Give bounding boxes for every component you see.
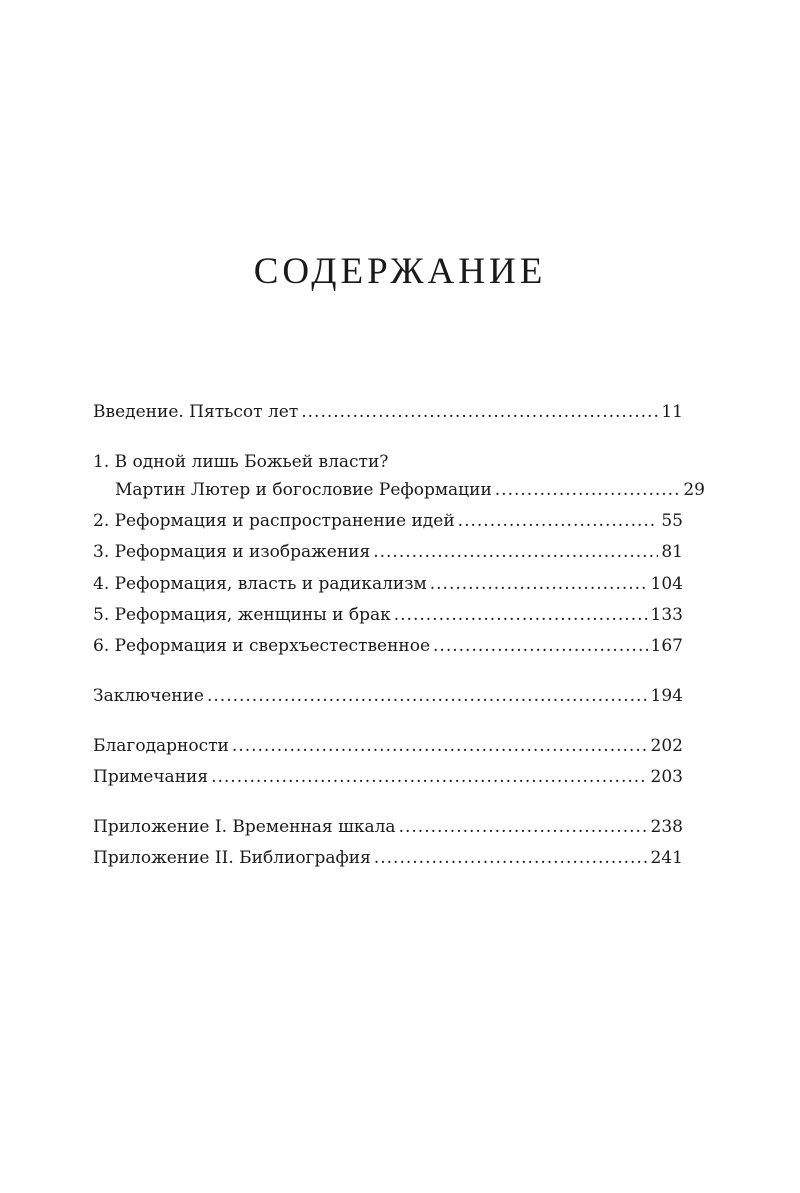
- toc-entry-chapter-2[interactable]: [93, 506, 683, 536]
- toc-entry-label: 5. Реформация, женщины и брак: [93, 605, 391, 625]
- toc-page-number: 167: [650, 636, 683, 656]
- toc-entry-label: 2. Реформация и распространение идей: [93, 511, 455, 531]
- toc-entry-label: Мартин Лютер и богословие Реформации: [115, 480, 492, 500]
- toc-page-number: 203: [650, 767, 683, 787]
- toc-entry-acknowledgements[interactable]: [93, 731, 683, 761]
- toc-page-number: 194: [650, 686, 683, 706]
- toc-entry-label: 3. Реформация и изображения: [93, 542, 371, 562]
- toc-page-number: 81: [661, 542, 683, 562]
- toc-entry-chapter-4[interactable]: [93, 569, 683, 599]
- toc-page-number: 202: [650, 736, 683, 756]
- dot-leader: [301, 397, 658, 427]
- toc-entry-label: 4. Реформация, власть и радикализм: [93, 574, 427, 594]
- toc-entry-label: Приложение II. Библиография: [93, 848, 371, 868]
- toc-entry-label: 1. В одной лишь Божьей власти?: [93, 452, 389, 472]
- dot-leader: [495, 475, 681, 505]
- dot-leader: [433, 631, 648, 661]
- toc-entry-chapter-6[interactable]: [93, 631, 683, 661]
- toc-page-number: 29: [683, 480, 705, 500]
- dot-leader: [430, 569, 648, 599]
- dot-leader: [394, 600, 648, 630]
- toc-entry-appendix-2[interactable]: [93, 843, 683, 873]
- toc-page-number: 55: [661, 511, 683, 531]
- toc-page-number: 11: [661, 402, 683, 422]
- toc-entry-label: Примечания: [93, 767, 209, 787]
- toc-entry-label: 6. Реформация и сверхъестественное: [93, 636, 431, 656]
- toc-page-number: 241: [650, 848, 683, 868]
- dot-leader: [373, 537, 658, 567]
- toc-entry-chapter-1-line-1[interactable]: [93, 447, 683, 477]
- dot-leader: [207, 681, 648, 711]
- toc-entry-label: Благодарности: [93, 736, 229, 756]
- dot-leader: [232, 731, 648, 761]
- toc-entry-label: Заключение: [93, 686, 204, 706]
- dot-leader: [374, 843, 648, 873]
- toc-entry-chapter-1[interactable]: [93, 475, 705, 505]
- toc-page-number: 104: [650, 574, 683, 594]
- toc-entry-appendix-1[interactable]: [93, 812, 683, 842]
- page-title: СОДЕРЖАНИЕ: [253, 251, 547, 292]
- dot-leader: [399, 812, 648, 842]
- toc-page-number: 238: [650, 817, 683, 837]
- toc-entry-label: Введение. Пятьсот лет: [93, 402, 299, 422]
- toc-page-number: 133: [650, 605, 683, 625]
- dot-leader: [458, 506, 659, 536]
- toc-entry-conclusion[interactable]: [93, 681, 683, 711]
- dot-leader: [211, 762, 647, 792]
- toc-entry-notes[interactable]: [93, 762, 683, 792]
- toc-entry-chapter-3[interactable]: [93, 537, 683, 567]
- toc-entry-chapter-5[interactable]: [93, 600, 683, 630]
- toc-entry-label: Приложение I. Временная шкала: [93, 817, 396, 837]
- toc-entry-introduction[interactable]: [93, 397, 683, 427]
